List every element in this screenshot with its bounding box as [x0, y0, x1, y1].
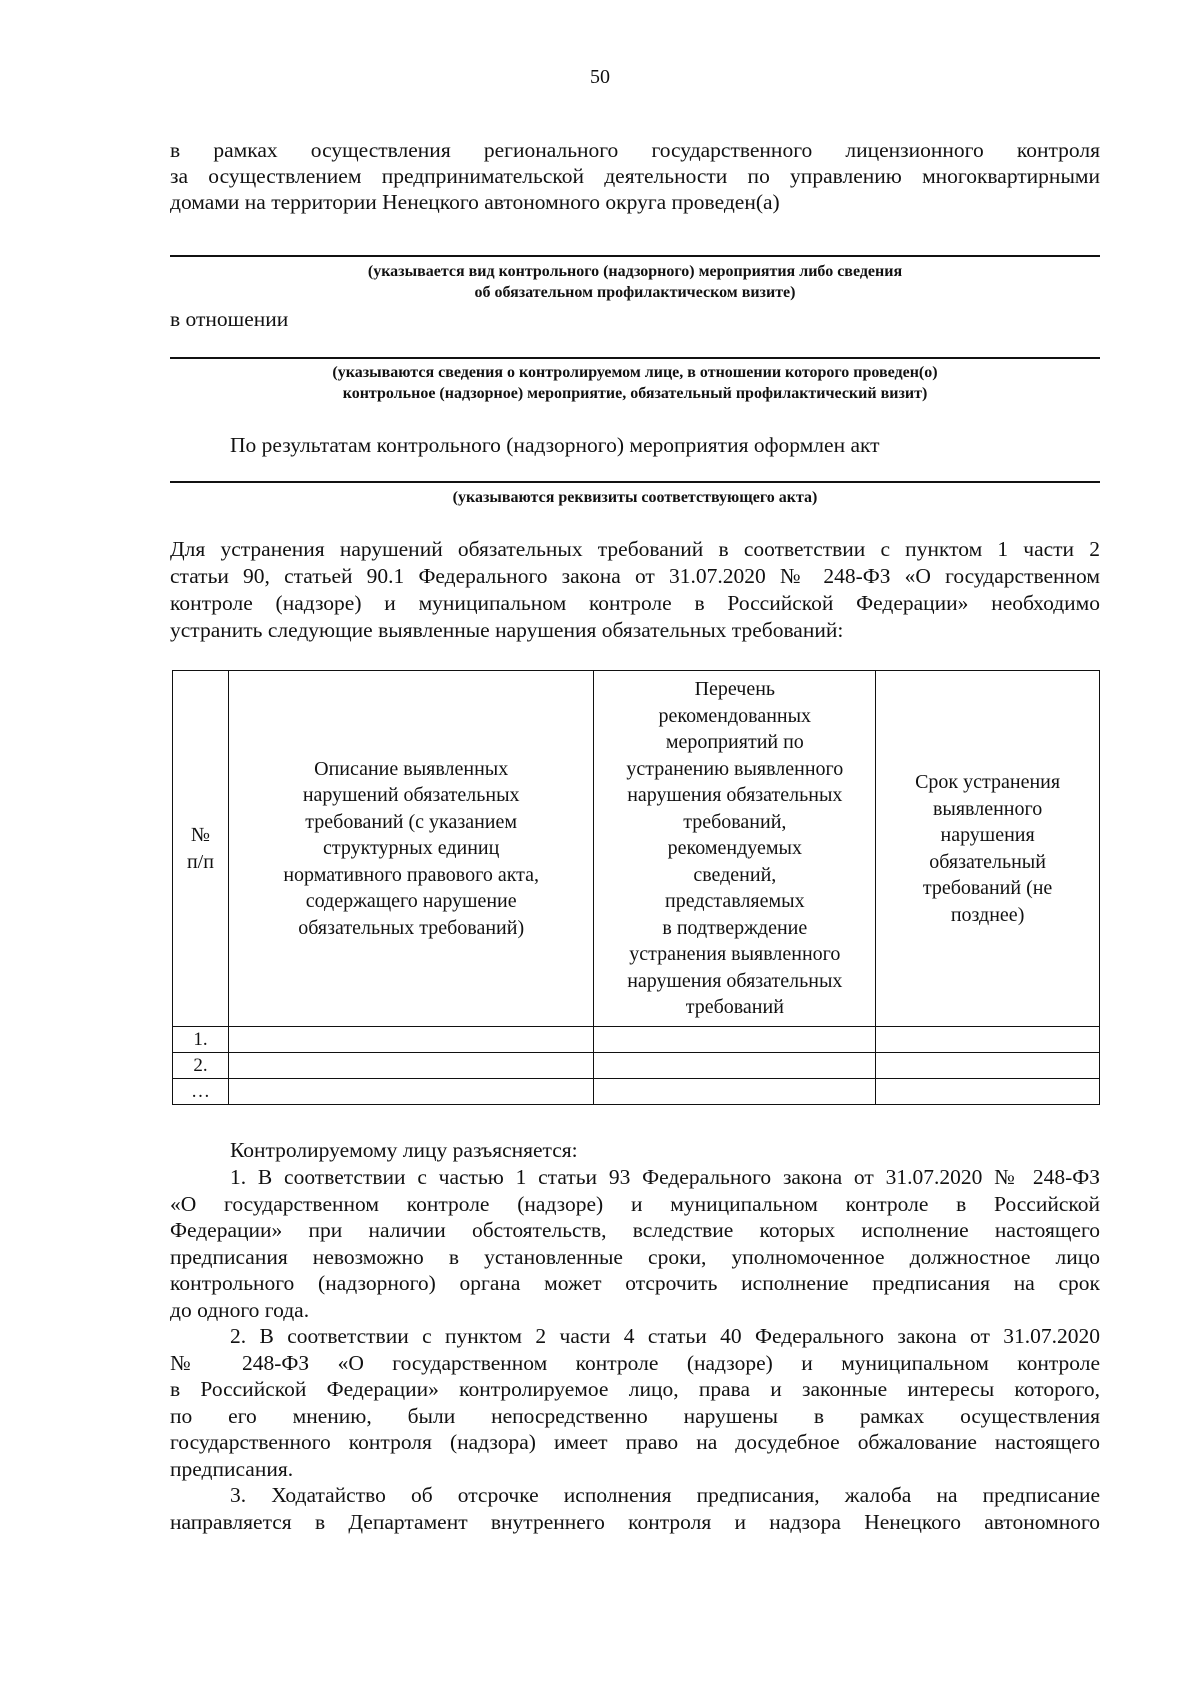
- header-line: устранению выявленного: [626, 757, 844, 780]
- header-line: рекомендованных: [658, 704, 812, 727]
- explanation-line: предписания.: [170, 1456, 294, 1481]
- header-line: представляемых: [665, 890, 805, 913]
- violations-line: устранить следующие выявленные нарушения обязательных требований:: [170, 618, 844, 642]
- header-line: содержащего нарушение: [305, 890, 517, 913]
- table-row: [173, 1079, 1100, 1105]
- header-number: [173, 671, 229, 1027]
- header-line: требований,: [683, 810, 787, 833]
- table-row: [173, 1053, 1100, 1079]
- header-line: требований (не: [922, 877, 1053, 899]
- hint-act-details: (указываются реквизиты соответствующего акта): [452, 489, 818, 506]
- intro-paragraph: [170, 137, 1100, 215]
- row-number: 1.: [173, 1027, 229, 1053]
- violations-line: Для устранения нарушений обязательных требований в соответствии с пунктом 1 части 2: [170, 537, 1100, 561]
- row-description: [228, 1027, 594, 1053]
- header-line: нормативного правового акта,: [283, 863, 540, 886]
- header-deadline: [876, 671, 1100, 1027]
- explanation-item-3: [170, 1482, 1100, 1535]
- header-line: нарушения обязательных: [627, 969, 843, 992]
- header-line: обязательный: [929, 850, 1046, 873]
- hint-controlled-person: [170, 362, 1100, 404]
- explanation-line: № 248-ФЗ «О государственном контроле (надзоре) и муниципальном контроле: [170, 1350, 1100, 1375]
- fill-line-act-details: [170, 481, 1100, 483]
- row-number: 2.: [173, 1053, 229, 1079]
- violations-line: контроле (надзоре) и муниципальном контроле в Российской Федерации» необходимо: [170, 591, 1100, 615]
- header-line: №: [190, 824, 210, 846]
- row-measures: [594, 1027, 876, 1053]
- explanation-line: государственного контроля (надзора) имеет право на досудебное обжалование настоящего: [170, 1430, 1100, 1454]
- row-deadline: [876, 1027, 1100, 1053]
- header-line: мероприятий по: [665, 731, 804, 754]
- explanation-line: до одного года.: [170, 1297, 310, 1322]
- explanation-item-1: [170, 1164, 1100, 1323]
- header-line: позднее): [950, 903, 1025, 926]
- explanation-line: 3. Ходатайство об отсрочке исполнения предписания, жалоба на предписание: [230, 1483, 1100, 1507]
- explanation-title: Контролируемому лицу разъясняется:: [230, 1138, 578, 1162]
- table-row: [173, 1027, 1100, 1053]
- explanation-line: Федерации» при наличии обстоятельств, вследствие которых исполнение настоящего: [170, 1218, 1100, 1242]
- table-header-row: [173, 671, 1100, 1027]
- violations-intro-paragraph: [170, 536, 1100, 644]
- header-line: устранения выявленного: [629, 943, 841, 966]
- violations-table: [172, 670, 1100, 1105]
- header-line: Описание выявленных: [314, 757, 509, 780]
- header-line: выявленного: [932, 797, 1043, 820]
- header-line: рекомендуемых: [667, 837, 802, 860]
- hint-line: контрольное (надзорное) мероприятие, обязательный профилактический визит): [342, 385, 928, 402]
- explanation-line: 2. В соответствии с пунктом 2 части 4 статьи 40 Федерального закона от 31.07.2020: [230, 1324, 1100, 1348]
- row-number: …: [173, 1079, 229, 1105]
- results-line: По результатам контрольного (надзорного) мероприятия оформлен акт: [230, 433, 880, 457]
- header-line: требований (с указанием: [305, 810, 518, 833]
- hint-line: (указываются сведения о контролируемом лице, в отношении которого проведен(о): [332, 364, 938, 381]
- explanation-line: в Российской Федерации» контролируемое лицо, права и законные интересы которого,: [170, 1377, 1100, 1401]
- intro-line: домами на территории Ненецкого автономного округа проведен(а): [170, 190, 780, 214]
- row-deadline: [876, 1053, 1100, 1079]
- hint-line: об обязательном профилактическом визите): [474, 284, 796, 301]
- explanation-line: предписания невозможно в установленные сроки, уполномоченное должностное лицо: [170, 1244, 1100, 1269]
- fill-line-controlled-person: [170, 357, 1100, 359]
- explanation-line: контрольного (надзорного) органа может отсрочить исполнение предписания на срок: [170, 1271, 1100, 1295]
- explanation-item-2: [170, 1323, 1100, 1482]
- fill-line-event-type: [170, 255, 1100, 257]
- header-line: в подтверждение: [662, 916, 808, 939]
- hint-line: (указывается вид контрольного (надзорного) мероприятия либо сведения: [367, 263, 903, 280]
- explanation-line: 1. В соответствии с частью 1 статьи 93 Федерального закона от 31.07.2020 № 248-ФЗ: [230, 1165, 1100, 1189]
- row-measures: [594, 1079, 876, 1105]
- header-line: требований: [685, 996, 784, 1019]
- row-description: [228, 1079, 594, 1105]
- header-measures: [594, 671, 876, 1027]
- header-line: структурных единиц: [323, 837, 500, 860]
- header-line: нарушений обязательных: [302, 784, 520, 807]
- violations-line: статьи 90, статьей 90.1 Федерального закона от 31.07.2020 № 248-ФЗ «О государственном: [170, 564, 1100, 588]
- hint-event-type: [170, 261, 1100, 303]
- explanation-line: направляется в Департамент внутреннего контроля и надзора Ненецкого автономного: [170, 1509, 1100, 1534]
- header-line: Перечень: [694, 678, 776, 701]
- header-line: нарушения: [940, 824, 1035, 846]
- row-deadline: [876, 1079, 1100, 1105]
- header-line: нарушения обязательных: [627, 784, 843, 807]
- header-description: [228, 671, 594, 1027]
- intro-line: в рамках осуществления регионального государственного лицензионного контроля: [170, 138, 1100, 162]
- explanation-line: по его мнению, были непосредственно нарушены в рамках осуществления: [170, 1403, 1100, 1428]
- row-description: [228, 1053, 594, 1079]
- header-line: обязательных требований): [298, 916, 525, 939]
- intro-line: за осуществлением предпринимательской деятельности по управлению многоквартирными: [170, 164, 1100, 188]
- row-measures: [594, 1053, 876, 1079]
- header-line: п/п: [186, 850, 214, 873]
- regarding-label: в отношении: [170, 307, 289, 331]
- header-line: Срок устранения: [915, 771, 1061, 793]
- explanation-line: «О государственном контроле (надзоре) и муниципальном контроле в Российской: [170, 1191, 1100, 1216]
- page-number: 50: [590, 66, 610, 88]
- header-line: сведений,: [693, 863, 777, 886]
